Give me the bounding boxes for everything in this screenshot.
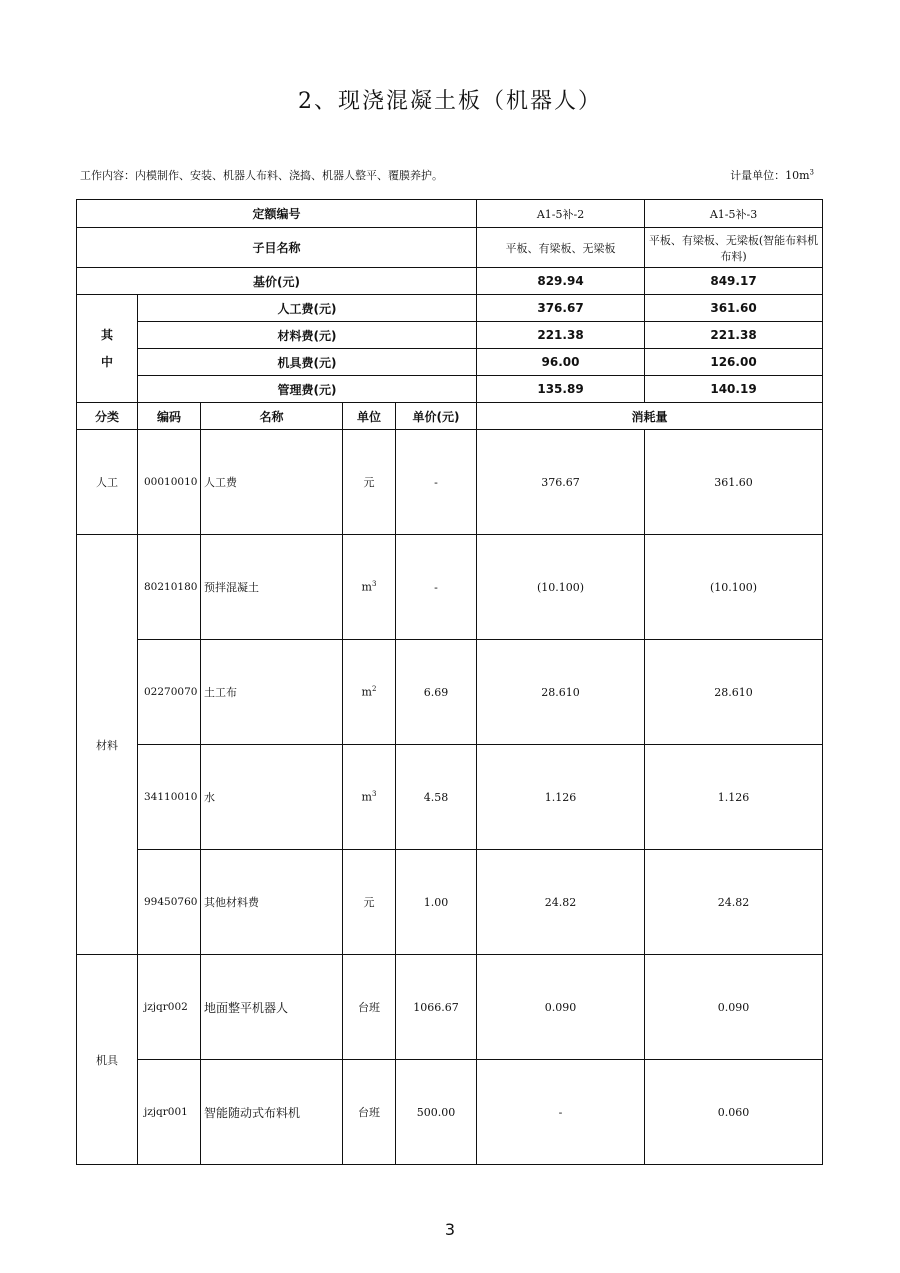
material-cost-label: 材料费(元) bbox=[138, 322, 477, 349]
labor-cost-1: 376.67 bbox=[477, 295, 645, 322]
machine-cost-row bbox=[77, 349, 823, 376]
work-content: 工作内容：内模制作、安装、机器人布料、浇捣、机器人整平、覆膜养护。 bbox=[80, 169, 443, 182]
management-cost-label: 管理费(元) bbox=[138, 376, 477, 403]
row-price: - bbox=[396, 430, 477, 535]
row-consumption-1: 28.610 bbox=[477, 640, 645, 745]
row-consumption-1: 24.82 bbox=[477, 850, 645, 955]
base-price-row bbox=[77, 268, 823, 295]
management-cost-row bbox=[77, 376, 823, 403]
table-row bbox=[77, 955, 823, 1060]
row-unit-text: m bbox=[361, 685, 372, 699]
quota-number-1: A1-5补-2 bbox=[477, 200, 645, 228]
row-name: 智能随动式布料机 bbox=[201, 1060, 343, 1165]
col-unit: 单位 bbox=[343, 403, 396, 430]
page-number: 3 bbox=[444, 1220, 456, 1239]
table-row bbox=[77, 745, 823, 850]
col-consumption: 消耗量 bbox=[477, 403, 823, 430]
row-code: 99450760 bbox=[138, 850, 201, 955]
among-char-1: 其 bbox=[100, 328, 113, 343]
row-price: 1066.67 bbox=[396, 955, 477, 1060]
item-name-label: 子目名称 bbox=[77, 228, 477, 268]
machine-cost-2: 126.00 bbox=[645, 349, 823, 376]
row-unit bbox=[343, 640, 396, 745]
row-consumption-1: 1.126 bbox=[477, 745, 645, 850]
row-code: 80210180 bbox=[138, 535, 201, 640]
row-unit-sup: 3 bbox=[371, 580, 377, 589]
row-code: 02270070 bbox=[138, 640, 201, 745]
row-consumption-1: - bbox=[477, 1060, 645, 1165]
category-material: 材料 bbox=[77, 535, 138, 955]
management-cost-1: 135.89 bbox=[477, 376, 645, 403]
quota-table bbox=[76, 199, 823, 1165]
measurement-unit bbox=[730, 167, 814, 183]
row-unit-text: m bbox=[361, 580, 372, 594]
row-price: 6.69 bbox=[396, 640, 477, 745]
row-price: - bbox=[396, 535, 477, 640]
row-code: jzjqr002 bbox=[138, 955, 201, 1060]
item-name-row bbox=[77, 228, 823, 268]
labor-cost-row bbox=[77, 295, 823, 322]
row-unit-text: 台班 bbox=[358, 1001, 380, 1014]
row-unit bbox=[343, 850, 396, 955]
row-consumption-2: 1.126 bbox=[645, 745, 823, 850]
row-unit bbox=[343, 745, 396, 850]
row-consumption-1: 0.090 bbox=[477, 955, 645, 1060]
table-row bbox=[77, 640, 823, 745]
row-name: 土工布 bbox=[201, 640, 343, 745]
measurement-unit-label: 计量单位：10m bbox=[730, 169, 810, 182]
row-unit bbox=[343, 430, 396, 535]
row-consumption-2: 0.090 bbox=[645, 955, 823, 1060]
labor-cost-label: 人工费(元) bbox=[138, 295, 477, 322]
row-consumption-1: (10.100) bbox=[477, 535, 645, 640]
row-name: 其他材料费 bbox=[201, 850, 343, 955]
material-cost-1: 221.38 bbox=[477, 322, 645, 349]
table-row bbox=[77, 850, 823, 955]
quota-number-2: A1-5补-3 bbox=[645, 200, 823, 228]
row-name: 人工费 bbox=[201, 430, 343, 535]
row-unit-text: m bbox=[361, 790, 372, 804]
row-consumption-2: 24.82 bbox=[645, 850, 823, 955]
row-price: 4.58 bbox=[396, 745, 477, 850]
page-title: 2、现浇混凝土板（机器人） bbox=[298, 89, 602, 114]
management-cost-2: 140.19 bbox=[645, 376, 823, 403]
row-unit-text: 元 bbox=[363, 476, 375, 489]
row-unit bbox=[343, 955, 396, 1060]
row-consumption-2: 28.610 bbox=[645, 640, 823, 745]
col-name: 名称 bbox=[201, 403, 343, 430]
row-unit-sup: 2 bbox=[371, 685, 377, 694]
row-code: jzjqr001 bbox=[138, 1060, 201, 1165]
base-price-2: 849.17 bbox=[645, 268, 823, 295]
among-char-2: 中 bbox=[100, 354, 113, 369]
table-row bbox=[77, 430, 823, 535]
row-unit bbox=[343, 535, 396, 640]
table-row bbox=[77, 1060, 823, 1165]
base-price-label: 基价(元) bbox=[77, 268, 477, 295]
row-name: 预拌混凝土 bbox=[201, 535, 343, 640]
row-price: 1.00 bbox=[396, 850, 477, 955]
row-code: 34110010 bbox=[138, 745, 201, 850]
machine-cost-1: 96.00 bbox=[477, 349, 645, 376]
row-consumption-2: 0.060 bbox=[645, 1060, 823, 1165]
quota-number-row bbox=[77, 200, 823, 228]
row-consumption-1: 376.67 bbox=[477, 430, 645, 535]
row-name: 地面整平机器人 bbox=[201, 955, 343, 1060]
category-machine: 机具 bbox=[77, 955, 138, 1165]
material-cost-2: 221.38 bbox=[645, 322, 823, 349]
category-labor: 人工 bbox=[77, 430, 138, 535]
row-name: 水 bbox=[201, 745, 343, 850]
labor-cost-2: 361.60 bbox=[645, 295, 823, 322]
col-code: 编码 bbox=[138, 403, 201, 430]
row-unit-text: 元 bbox=[363, 896, 375, 909]
row-unit-sup: 3 bbox=[371, 790, 377, 799]
material-cost-row bbox=[77, 322, 823, 349]
item-name-2: 平板、有梁板、无梁板(智能布料机布料) bbox=[645, 228, 823, 268]
measurement-unit-sup: 3 bbox=[809, 168, 814, 177]
row-consumption-2: (10.100) bbox=[645, 535, 823, 640]
item-name-1: 平板、有梁板、无梁板 bbox=[477, 228, 645, 268]
table-row bbox=[77, 535, 823, 640]
row-consumption-2: 361.60 bbox=[645, 430, 823, 535]
machine-cost-label: 机具费(元) bbox=[138, 349, 477, 376]
quota-number-label: 定额编号 bbox=[77, 200, 477, 228]
row-unit-text: 台班 bbox=[358, 1106, 380, 1119]
row-unit bbox=[343, 1060, 396, 1165]
col-category: 分类 bbox=[77, 403, 138, 430]
column-header-row bbox=[77, 403, 823, 430]
row-code: 00010010 bbox=[138, 430, 201, 535]
row-price: 500.00 bbox=[396, 1060, 477, 1165]
col-price: 单价(元) bbox=[396, 403, 477, 430]
base-price-1: 829.94 bbox=[477, 268, 645, 295]
among-label bbox=[77, 295, 138, 403]
